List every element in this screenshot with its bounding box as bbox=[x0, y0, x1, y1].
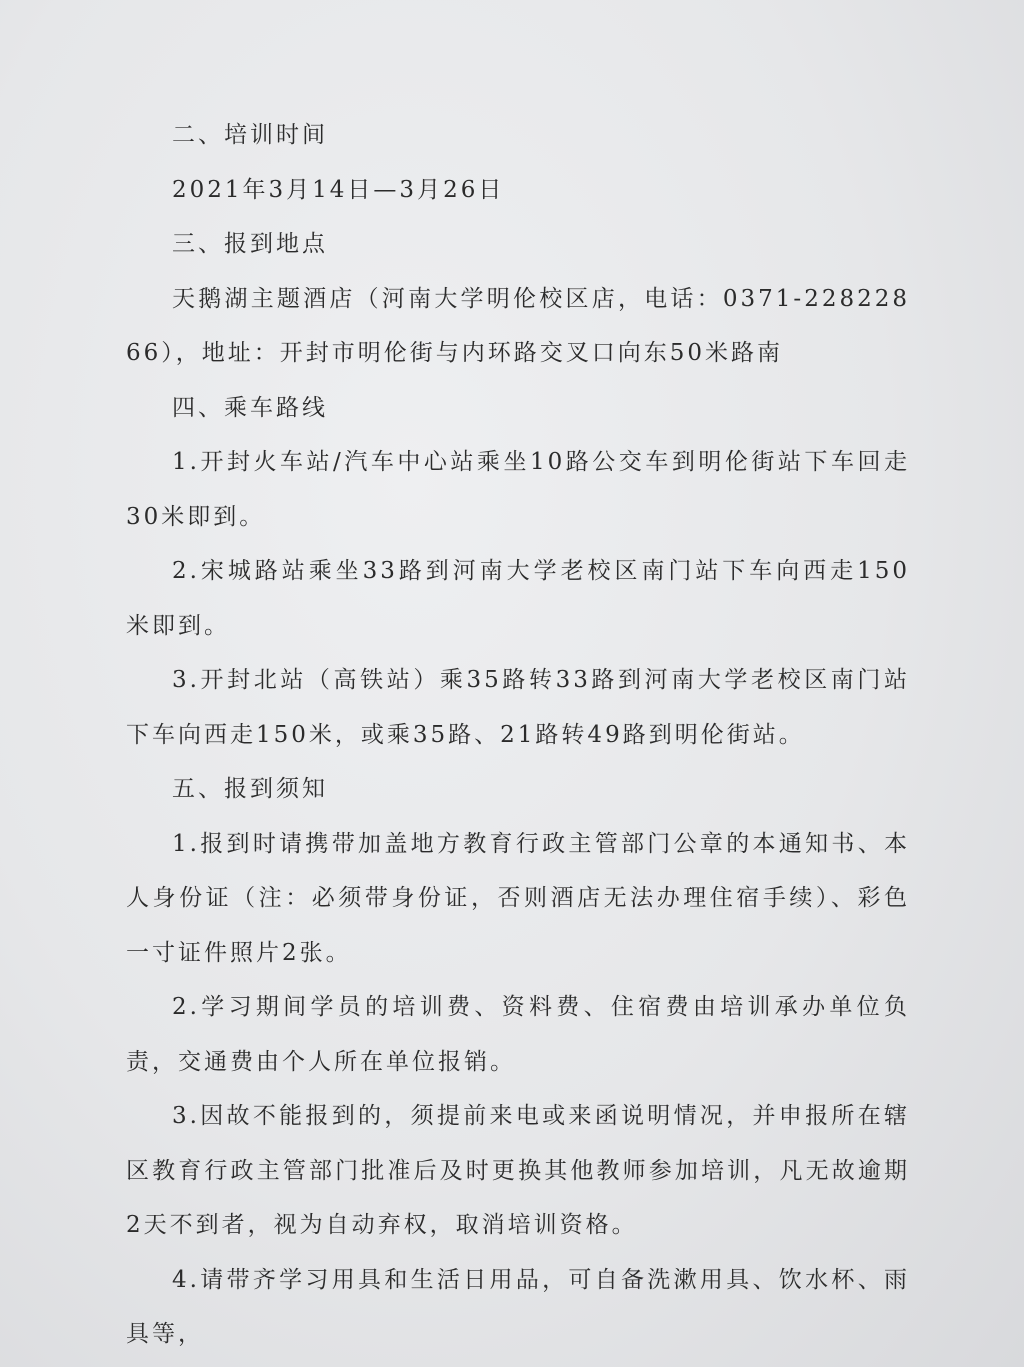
notice-item-2: 2.学习期间学员的培训费、资料费、住宿费由培训承办单位负责，交通费由个人所在单位报销。 bbox=[126, 994, 910, 1075]
route-item-2: 2.宋城路站乘坐33路到河南大学老校区南门站下车向西走150米即到。 bbox=[126, 558, 910, 639]
section-heading-training-time: 二、培训时间 bbox=[172, 122, 328, 148]
notice-item-1: 1.报到时请携带加盖地方教育行政主管部门公章的本通知书、本人身份证（注：必须带身份证，否则酒店无法办理住宿手续）、彩色一寸证件照片2张。 bbox=[126, 830, 910, 966]
notice-item-4: 4.请带齐学习用具和生活日用品，可自备洗漱用具、饮水杯、雨具等， bbox=[126, 1266, 910, 1347]
document-body bbox=[126, 108, 910, 1362]
section-heading-bus-routes: 四、乘车路线 bbox=[172, 394, 328, 421]
training-dates: 2021年3月14日—3月26日 bbox=[172, 176, 505, 203]
section-heading-notice: 五、报到须知 bbox=[172, 776, 328, 802]
route-item-1: 1.开封火车站/汽车中心站乘坐10路公交车到明伦街站下车回走30米即到。 bbox=[126, 449, 910, 530]
location-address: 天鹅湖主题酒店（河南大学明伦校区店，电话：0371-22822866），地址：开封市明伦街与内环路交叉口向东50米路南 bbox=[126, 285, 910, 366]
notice-item-3: 3.因故不能报到的，须提前来电或来函说明情况，并申报所在辖区教育行政主管部门批准后及时更换其他教师参加培训，凡无故逾期2天不到者，视为自动弃权，取消培训资格。 bbox=[126, 1103, 910, 1238]
route-item-3: 3.开封北站（高铁站）乘35路转33路到河南大学老校区南门站下车向西走150米，或乘35路、21路转49路到明伦街站。 bbox=[126, 667, 910, 748]
section-heading-location: 三、报到地点 bbox=[172, 231, 328, 257]
